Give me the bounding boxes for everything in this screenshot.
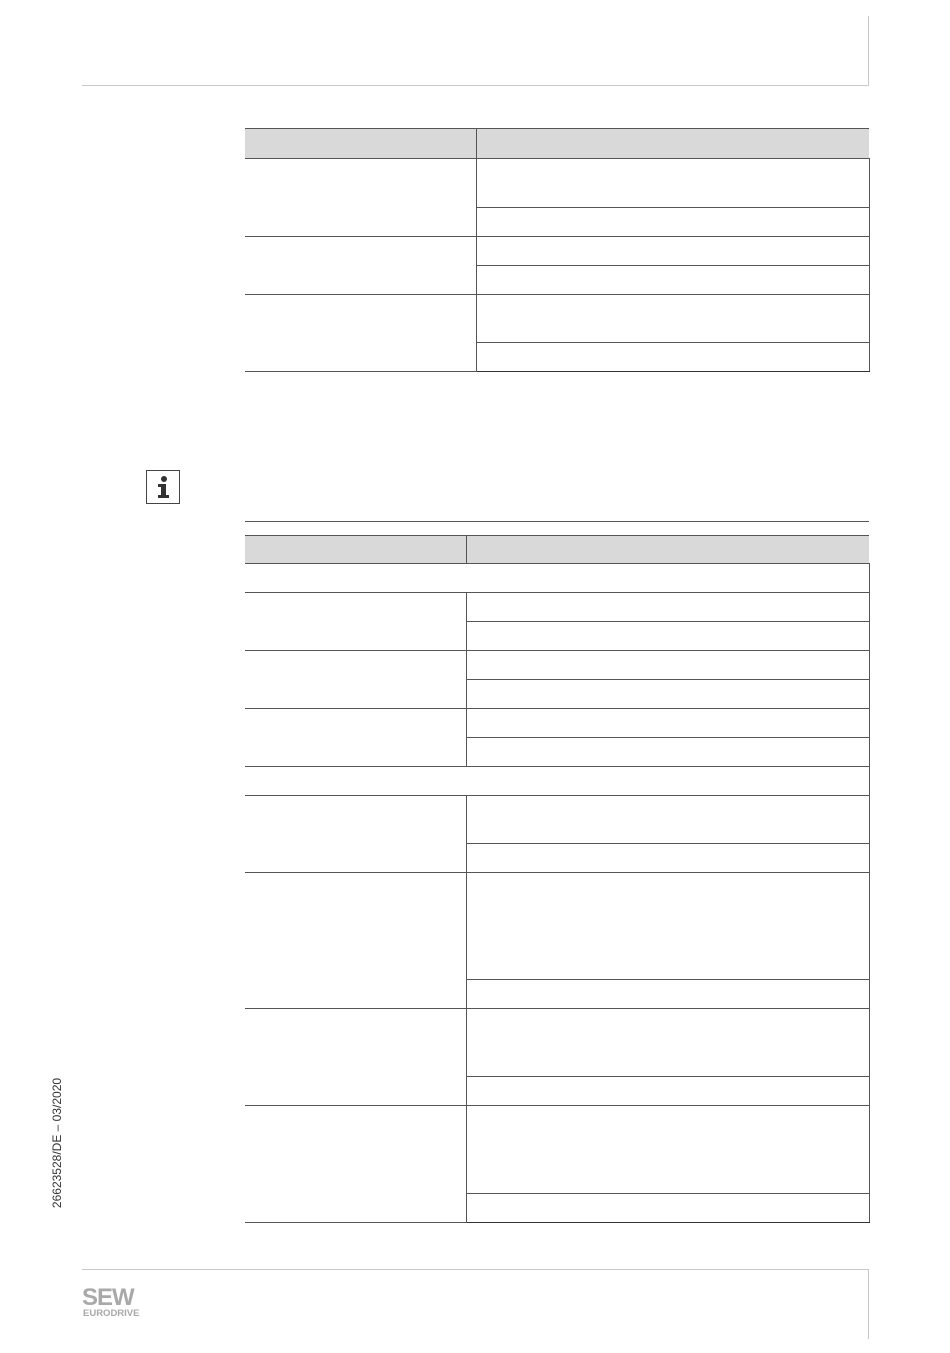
header-side-rule [868, 16, 869, 86]
table-1-group-2-row-2 [476, 266, 869, 295]
table-2-s1-group-3-label [245, 709, 466, 767]
table-2-header-col-1 [245, 536, 466, 564]
table-2-s2-group-2-row-2 [466, 980, 869, 1009]
table-row [245, 873, 869, 980]
table-1-group-1-label [245, 159, 476, 237]
table-2-s2-group-1-label [245, 796, 466, 873]
table-row [245, 1009, 869, 1077]
table-2-section-1-row [245, 564, 869, 593]
table-2-header-row [245, 536, 869, 564]
footer-rule [82, 1269, 869, 1270]
table-1-group-3-label [245, 295, 476, 372]
svg-text:SEW: SEW [82, 1284, 134, 1311]
table-2-section-1-title [245, 564, 869, 593]
table-1-group-1-row-1 [476, 159, 869, 208]
document-number: 26623528/DE – 03/2020 [50, 1077, 64, 1209]
header-rule [82, 85, 869, 86]
table-2-s1-group-3-row-1 [466, 709, 869, 738]
table-1-header-col-1 [245, 129, 476, 159]
table-2-s2-group-3-label [245, 1009, 466, 1106]
table-2-s1-group-2-label [245, 651, 466, 709]
table-2-s1-group-3-row-2 [466, 738, 869, 767]
table-row [245, 593, 869, 622]
table-2-s1-group-1-label [245, 593, 466, 651]
table-2 [245, 535, 870, 1223]
table-row [245, 796, 869, 844]
table-2-s2-group-1-row-1 [466, 796, 869, 844]
table-row [245, 159, 869, 208]
table-2-header-col-2 [466, 536, 869, 564]
table-2-s2-group-4-row-1 [466, 1106, 869, 1194]
table-row [245, 651, 869, 680]
table-1-group-3-row-2 [476, 343, 869, 372]
info-icon [146, 470, 180, 504]
table-1-group-3-row-1 [476, 295, 869, 343]
table-2-s1-group-1-row-2 [466, 622, 869, 651]
table-2-top-rule [245, 521, 869, 522]
table-row [245, 1106, 869, 1194]
sew-eurodrive-logo [82, 1284, 154, 1325]
table-2-s2-group-4-label [245, 1106, 466, 1223]
table-2-section-2-title [245, 767, 869, 796]
table-2-s2-group-2-label [245, 873, 466, 1009]
table-2-s1-group-1-row-1 [466, 593, 869, 622]
table-row [245, 295, 869, 343]
table-2-s1-group-2-row-1 [466, 651, 869, 680]
table-1-group-1-row-2 [476, 208, 869, 237]
table-row [245, 237, 869, 266]
table-2-section-2-row [245, 767, 869, 796]
table-row [245, 709, 869, 738]
table-1 [245, 128, 870, 372]
table-1-header-row [245, 129, 869, 159]
table-2-s2-group-3-row-1 [466, 1009, 869, 1077]
table-1-group-2-row-1 [476, 237, 869, 266]
footer-side-rule [868, 1269, 869, 1339]
table-2-s2-group-3-row-2 [466, 1077, 869, 1106]
table-2-s2-group-1-row-2 [466, 844, 869, 873]
svg-text:EURODRIVE: EURODRIVE [83, 1308, 140, 1319]
table-2-s2-group-2-row-1 [466, 873, 869, 980]
table-2-s1-group-2-row-2 [466, 680, 869, 709]
table-2-s2-group-4-row-2 [466, 1194, 869, 1223]
table-1-header-col-2 [476, 129, 869, 159]
table-1-group-2-label [245, 237, 476, 295]
